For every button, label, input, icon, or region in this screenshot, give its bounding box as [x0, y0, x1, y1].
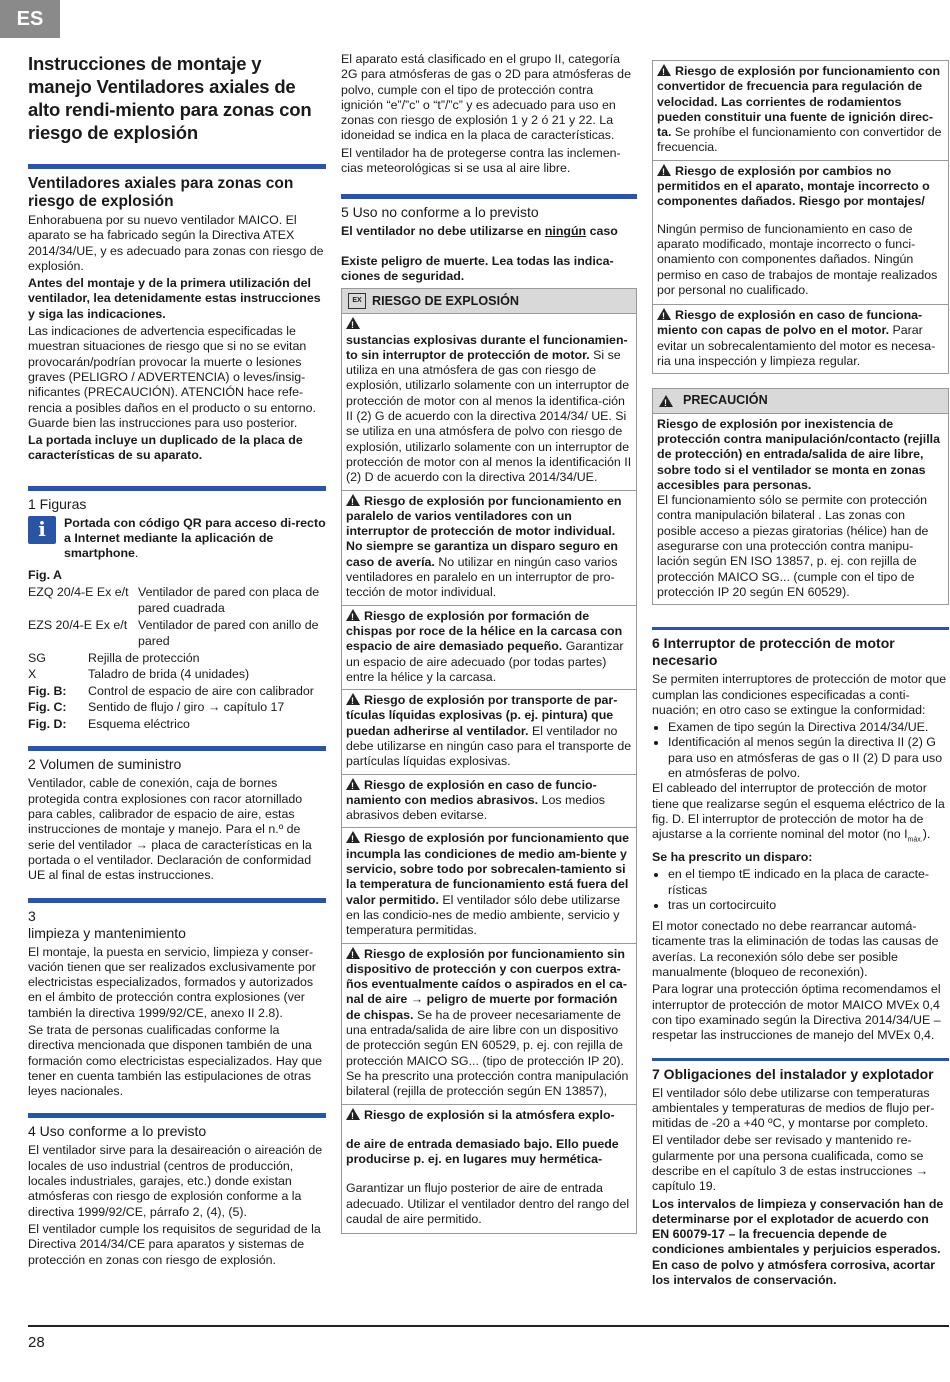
section-6-text-1: Se permiten interruptores de protección de motor que cumplan las condiciones especificadas a conti-nuación; en otro caso se extingue la conformidad: — [652, 672, 947, 717]
section-6-text-4: Para lograr una protección óptima recomendamos el interruptor de protección de motor MAICO MVEx 0,4 con tipo examinado según la Directiva 2014/34/UE – respetar las instrucciones de manejo del MVEx 0,4. — [652, 982, 941, 1043]
warning-text: Garantizar un flujo posterior de aire de entrada adecuado. Utilizar el ventilador dentro del rango del caudal de aire permitido. — [346, 1181, 630, 1226]
legend-value: Control de espacio de aire con calibrador — [88, 683, 314, 698]
warning-triangle-icon — [346, 831, 360, 843]
section-4-text-2: El ventilador cumple los requisitos de seguridad de la Directiva 2014/34/CE para aparatos y sistemas de protección en zonas con riesgo de explosión. — [28, 1221, 321, 1267]
table-row — [28, 650, 326, 667]
warning-text: Si se utiliza en una atmósfera de gas con riesgo de explosión, utilizarlo solamente con un interruptor de protección de motor con al menos la identifica-ción II (2) G de acuerdo con la directiva 2014/34/ UE. Si se utiliza en una atmósfera de polvo con riesgo de explosión, utilizarlo solamente con un interruptor de protección de motor con al menos la identificación II (2) D de acuerdo con la directiva 2014/34/UE. — [346, 347, 632, 485]
legend-key: Fig. B: — [28, 683, 67, 698]
section-2-title: 2 Volumen de suministro — [28, 756, 182, 773]
warning-bold: sustancias explosivas durante el funcionamien-to sin interruptor de protección de motor. — [346, 332, 628, 362]
warning-text: El ventilador sólo debe utilizarse en las condicio-nes de medio ambiente, servicio y temperatura permitidas. — [346, 892, 621, 938]
warning-item — [342, 774, 636, 828]
warning-triangle-icon — [346, 317, 360, 329]
warning-text: Parar evitar un sobrecalentamiento del motor es necesa-ria una inspección y limpieza regular. — [657, 323, 936, 369]
section-7-text-2: El ventilador debe ser revisado y mantenido re-gularmente por una persona cualificada, como se describe en el capítulo 3 de estas instrucciones → capítulo 19. — [652, 1133, 929, 1194]
caution-box-title: PRECAUCIÓN — [683, 393, 768, 408]
warning-bold: Riesgo de explosión en caso de funcio-namiento con medios abrasivos. — [346, 777, 597, 807]
info-note — [28, 516, 326, 562]
caution-box — [652, 388, 949, 605]
section-4-text-1: El ventilador sirve para la desaireación o aireación de locales de uso industrial (centros de producción, locales industriales, garajes, etc.) donde existan atmósferas con riesgo de explosión conforme a la directiva 1999/92/CE, párrafo 2, (4), (5). — [28, 1143, 323, 1219]
section-3-text-2: Se trata de personas cualificadas conforme la directiva mencionada que disponen también de una formación como electricistas especializados. Hay que tener en cuenta también las estipulaciones de otras leyes nacionales. — [28, 1023, 323, 1099]
section-6-text-2-main: El cableado del interruptor de protección de motor tiene que realizarse según el esquema eléctrico de la fig. D. El interruptor de protección de motor ha de ajustarse a la corriente nominal del motor (no I — [652, 781, 945, 842]
document-title: Instrucciones de montaje y manejo Ventiladores axiales de alto rendi-miento para zonas con riesgo de explosión — [28, 53, 312, 143]
warning-box-header — [342, 289, 636, 313]
intro-bold-paragraph: Antes del montaje y de la primera utilización del ventilador, lea detenidamente estas instrucciones y siga las indicaciones. — [28, 276, 321, 321]
section-rule — [28, 1113, 326, 1118]
warning-bold: Riesgo de explosión si la atmósfera explo- — [364, 1107, 615, 1122]
warning-triangle-icon — [657, 164, 671, 176]
legend-key: SG — [28, 650, 46, 665]
intro-nameplate-note: La portada incluye un duplicado de la placa de características de su aparato. — [28, 433, 303, 463]
section-6-text-2-end: ). — [922, 827, 931, 842]
section-rule — [652, 1058, 949, 1061]
ex-icon: EX — [348, 293, 366, 309]
warning-bold: Riesgo de explosión por funcionamiento en paralelo de varios ventiladores con un interruptor de protección de motor individual. No siempre se garantiza un disparo seguro en caso de avería. — [346, 493, 622, 569]
list-item: • Examen de tipo según la Directiva 2014/34/UE. — [668, 720, 949, 735]
legend-value: Taladro de brida (4 unidades) — [88, 667, 250, 682]
section-7-text-1: El ventilador sólo debe utilizarse con temperaturas ambientales y temperaturas de medios de flujo per-mitidas de -20 a +40 ºC, y montarse por completo. — [652, 1085, 935, 1131]
warning-bold: Riesgo de explosión por funcionamiento con convertidor de frecuencia para regulación de velocidad. Las corrientes de rodamientos pueden constituir una fuente de ignición direc-ta. — [657, 64, 941, 140]
language-tab: ES — [0, 0, 60, 38]
table-row — [28, 716, 326, 733]
section-7-title: 7 Obligaciones del instalador y explotador — [652, 1065, 934, 1082]
warning-triangle-icon — [346, 494, 360, 506]
warning-item — [342, 827, 636, 942]
legend-value: Ventilador de pared con placa de pared cuadrada — [138, 584, 320, 616]
caution-box-header — [653, 389, 948, 412]
section-rule — [28, 486, 326, 491]
warning-text: Se prohíbe el funcionamiento con convertidor de frecuencia. — [657, 125, 942, 155]
warning-bold: Riesgo de explosión por cambios no permitidos en el aparato, montaje incorrecto o componentes dañados. Riesgo por montajes/ — [657, 163, 930, 209]
table-row — [28, 683, 326, 700]
column-2 — [341, 52, 637, 1234]
section-rule — [28, 746, 326, 751]
column-3 — [652, 52, 949, 1290]
legend-key: EZQ 20/4-E Ex e/t — [28, 584, 129, 599]
column-1 — [28, 52, 326, 1270]
footer-rule — [28, 1325, 949, 1327]
info-note-text — [64, 516, 326, 562]
figure-legend-table-2 — [28, 650, 326, 733]
warning-triangle-icon — [346, 609, 360, 621]
legend-key: Fig. D: — [28, 716, 67, 731]
table-row — [28, 666, 326, 683]
warning-triangle-icon — [657, 308, 671, 320]
intro-warning-paragraph: Las indicaciones de advertencia especificadas le muestran situaciones de riesgo que si no se evitan provocarán/podrían provocar la muerte o lesiones graves (PELIGRO / ADVERTENCIA) o leves/insig-nificantes (PRECAUCIÓN). ATENCIÓN hace refe-rencia a posibles daños en el producto o su entorno. Guarde bien las instrucciones para uso posterior. — [28, 324, 316, 430]
warning-item — [342, 689, 636, 773]
table-row — [28, 699, 326, 716]
section-2-text: Ventilador, cable de conexión, caja de bornes protegida contra explosiones con racor atornillado para cables, calibrador de espacio de aire, estas instrucciones de montaje y manejo. Para el n.º de serie del ventilador → placa de características en la portada o el ventilador. Declaración de conformidad UE al final de estas instrucciones. — [28, 776, 312, 883]
section-6-list — [652, 720, 949, 781]
info-note-bold: Portada con código QR para acceso di-recto a Internet mediante la aplicación de smartphone — [64, 515, 326, 561]
section-6-list-2 — [652, 867, 949, 913]
warning-triangle-icon — [346, 778, 360, 790]
warning-item — [342, 313, 636, 489]
document-subtitle: Ventiladores axiales para zonas con riesgo de explosión — [28, 175, 294, 210]
legend-key: X — [28, 667, 37, 682]
subscript: máx. — [907, 836, 923, 844]
section-rule — [28, 898, 326, 903]
warning-text: Los medios abrasivos deben evitarse. — [346, 792, 605, 823]
warning-item — [653, 160, 948, 304]
legend-value: Sentido de flujo / giro → capítulo 17 — [88, 700, 285, 715]
legend-value: Ventilador de pared con anillo de pared — [138, 617, 319, 649]
legend-key: EZS 20/4-E Ex e/t — [28, 617, 128, 632]
warning-text: Se ha de proveer necesariamente de una entrada/salida de aire libre con un dispositivo de protección según EN 60529, p. ej. con rejilla de protección MAICO SG... (tipo de protección IP 20). Se ha prescrito una protección contra manipulación bilateral (rejilla de protección según EN 13857), — [346, 1007, 629, 1099]
section-6-text-2 — [652, 781, 949, 848]
warning-text: No utilizar en ningún caso varios ventiladores en paralelo en un interruptor de pro-tección de motor individual. — [346, 554, 618, 600]
warning-item — [653, 304, 948, 373]
section-3-number: 3 — [28, 907, 36, 924]
figure-legend-table — [28, 584, 326, 650]
section-3-title: limpieza y mantenimiento — [28, 924, 186, 941]
warning-triangle-icon — [346, 1108, 360, 1120]
warning-bold: Riesgo de explosión por transporte de par-tículas líquidas explosivas (p. ej. pintura) que puedan adherirse al ventilador. — [346, 693, 618, 738]
page-number: 28 — [28, 1334, 45, 1351]
section-5-bold-1-start: El ventilador no debe utilizarse en — [341, 224, 542, 239]
warning-text: El ventilador no debe utilizarse en ningún caso para el transporte de partículas líquidas explosivas. — [346, 723, 632, 769]
list-item: • Identificación al menos según la directiva II (2) G para uso en atmósferas de gas o II (2) D para uso en atmósferas de polvo. — [668, 735, 949, 781]
classification-paragraph: El aparato está clasificado en el grupo II, categoría 2G para atmósferas de gas o 2D para atmósferas de polvo, cumple con el tipo de protección contra ignición “e”/”c” o “t”/”c” y es adecuado para uso en zonas con riesgo de explosión 1 y 2 ó 21 y 22. La idoneidad se indica en la placa de características. — [341, 52, 631, 143]
section-rule — [652, 627, 949, 630]
section-6-text-3: El motor conectado no debe rearrancar automá-ticamente tras la eliminación de todas las causas de averías. La reconexión sólo debe ser posible manualmente (bloqueo de reconexión). — [652, 919, 939, 980]
warning-triangle-icon — [346, 693, 360, 705]
section-rule — [341, 194, 637, 199]
intro-paragraph: Enhorabuena por su nuevo ventilador MAICO. El aparato se ha fabricado según la Directiva ATEX 2014/34/UE, y es adecuado para zonas con riesgo de explosión. — [28, 213, 324, 273]
info-icon: i — [28, 516, 56, 544]
explosion-warning-box — [341, 288, 637, 1234]
info-note-dot: . — [134, 546, 139, 561]
section-rule — [28, 164, 326, 169]
warning-bold: Riesgo de explosión en caso de funciona-miento con capas de polvo en el motor. — [657, 308, 923, 338]
section-1-title: 1 Figuras — [28, 495, 87, 512]
caution-bold: Riesgo de explosión por inexistencia de protección contra manipulación/contacto (rejilla de protección) en entrada/salida de aire libre, sobre todo si el ventilador se monta en zonas accesibles para personas. — [657, 416, 940, 492]
section-4-title: 4 Uso conforme a lo previsto — [28, 1123, 207, 1140]
table-row — [28, 584, 326, 617]
weather-paragraph: El ventilador ha de protegerse contra las inclemen-cias meteorológicas si se usa al aire libre. — [341, 145, 621, 176]
section-3-text-1: El montaje, la puesta en servicio, limpieza y conser-vación tienen que ser realizados exclusivamente por electricistas especializados, formados y autorizados en el ámbito de protección contra explosiones (ver también la directiva 1999/92/CE, anexo II 2.8). — [28, 944, 316, 1020]
warning-item — [653, 61, 948, 160]
warning-item — [342, 1104, 636, 1234]
legend-key: Fig. C: — [28, 700, 67, 715]
warning-text: Ningún permiso de funcionamiento en caso de aparato modificado, montaje incorrecto o funci-onamiento con componentes dañados. Ningún permiso en caso de trabajos de montaje realizados por personal no cualificado. — [657, 221, 938, 297]
fig-a-label: Fig. A — [28, 567, 62, 582]
warning-triangle-icon — [346, 947, 360, 959]
warning-triangle-icon — [657, 64, 671, 76]
list-item: • en el tiempo tE indicado en la placa de caracte-rísticas — [668, 867, 949, 898]
caution-item — [653, 413, 948, 605]
warning-bold: Riesgo de explosión por formación de chispas por roce de la hélice en la carcasa con espacio de aire demasiado pequeño. — [346, 608, 623, 654]
warning-bold: Riesgo de explosión por funcionamiento que incumpla las condiciones de medio am-biente y servicio, sobre todo por sobrecalen-tamiento si la temperatura de funcionamiento está fuera del valor permitido. — [346, 831, 630, 907]
warning-bold: Riesgo de explosión por funcionamiento sin dispositivo de protección y con cuerpos extra-ños eventualmente caídos o aspirados en el ca-nal de aire → peligro de muerte por formación de chispas. — [346, 946, 627, 1022]
section-5-title: 5 Uso no conforme a lo previsto — [341, 204, 539, 221]
section-5-bold-1 — [341, 224, 637, 239]
warning-triangle-icon — [659, 395, 673, 407]
warning-item — [342, 605, 636, 689]
section-5-bold-1-end: caso — [589, 224, 618, 239]
section-6-title: 6 Interruptor de protección de motor necesario — [652, 635, 895, 669]
section-5-bold-2: Existe peligro de muerte. Lea todas las indica-ciones de seguridad. — [341, 253, 614, 283]
warning-bold-continued: de aire de entrada demasiado bajo. Ello puede producirse p. ej. en lugares muy hermética- — [346, 1136, 619, 1167]
section-7-bold: Los intervalos de limpieza y conservación han de determinarse por el explotador de acuerdo con EN 60079-17 – la frecuencia depende de condiciones ambientales y perjuicios esperados. En caso de polvo y atmósfera corrosiva, acortar los intervalos de conservación. — [652, 1196, 944, 1288]
list-item: • tras un cortocircuito — [668, 898, 949, 913]
warning-item — [342, 943, 636, 1104]
warning-box-title: RIESGO DE EXPLOSIÓN — [372, 293, 519, 308]
explosion-warning-box-continued — [652, 60, 949, 374]
table-row — [28, 617, 326, 650]
section-5-underlined: ningún — [544, 224, 587, 239]
legend-value: Esquema eléctrico — [88, 716, 190, 731]
warning-text: Garantizar un espacio de aire adecuado (por todas partes) entre la hélice y la carcasa. — [346, 639, 624, 684]
section-6-bold: Se ha prescrito un disparo: — [652, 849, 813, 864]
warning-item — [342, 490, 636, 605]
legend-value: Rejilla de protección — [88, 650, 200, 665]
caution-text: El funcionamiento sólo se permite con protección contra manipulación bilateral . Las zonas con posible acceso a piezas giratorias (hélice) han de asegurarse con una protección contra manipu-lación según EN ISO 13857, p. ej. con rejilla de protección MAICO SG... (cumple con el tipo de protección IP 20 según EN 60529). — [657, 493, 929, 599]
